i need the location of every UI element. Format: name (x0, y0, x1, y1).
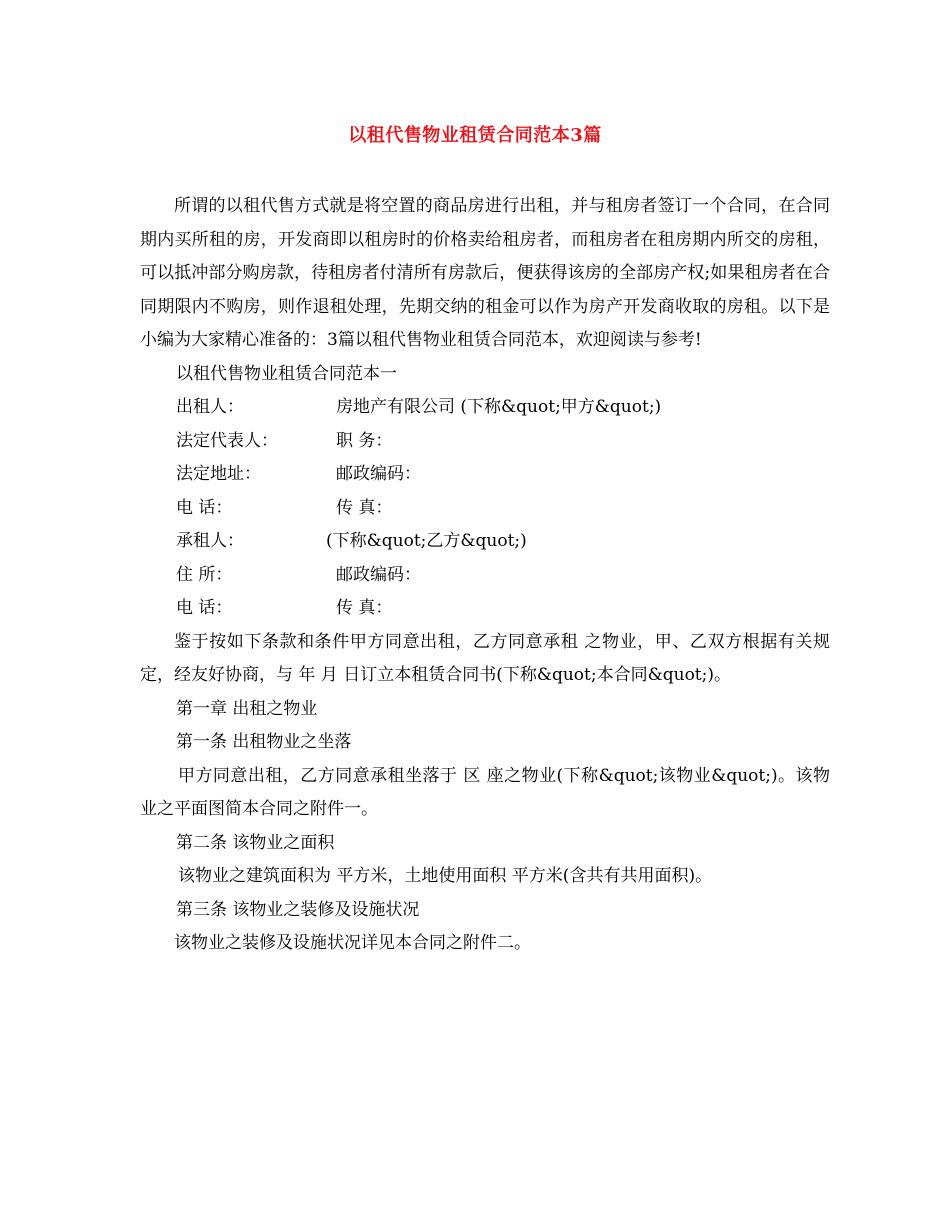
intro-paragraph: 所谓的以租代售方式就是将空置的商品房进行出租，并与租房者签订一个合同，在合同期内买所租的房，开发商即以租房时的价格卖给租房者，而租房者在租房期内所交的房租，可以抵冲部分购房款，待租房者付清所有房款后，便获得该房的全部房产权;如果租房者在合同期限内不购房，则作退租处理，先期交纳的租金可以作为房产开发商收取的房租。以下是小编为大家精心准备的：3篇以租代售物业租赁合同范本，欢迎阅读与参考! (140, 196, 830, 350)
chapter-heading: 第一章 出租之物业 (176, 698, 318, 719)
field-label: 法定代表人： (176, 430, 278, 451)
article-heading: 第三条 该物业之装修及设施状况 (176, 899, 420, 920)
document-title: 以租代售物业租赁合同范本3篇 (348, 125, 602, 146)
article-heading: 第一条 出租物业之坐落 (176, 732, 352, 752)
article-paragraph: 甲方同意出租，乙方同意承租坐落于 区 座之物业(下称&quot;该物业&quot;)。该物业之平面图简本合同之附件一。 (140, 765, 830, 819)
field-lessor (140, 391, 830, 425)
article-paragraph: 该物业之装修及设施状况详见本合同之附件二。 (174, 933, 531, 953)
field-label: 法定地址： (176, 464, 261, 484)
article-heading: 第二条 该物业之面积 (176, 832, 335, 853)
field-legal-rep (140, 425, 830, 459)
field-value: 房地产有限公司 (下称&quot;甲方&quot;) (336, 397, 662, 417)
field-residence (140, 559, 830, 593)
field-phone-lessor (140, 492, 830, 526)
field-label: 电 话： (176, 598, 233, 618)
field-phone-lessee (140, 592, 830, 626)
document-body (140, 190, 830, 961)
field-value: 邮政编码： (336, 564, 421, 585)
field-label: 电 话： (176, 497, 233, 518)
field-value: 职 务： (336, 430, 393, 451)
field-value: 传 真： (336, 598, 393, 618)
field-lessee (140, 525, 830, 559)
sample-heading: 以租代售物业租赁合同范本一 (176, 363, 397, 384)
field-label: 住 所： (176, 564, 233, 585)
field-label: 出租人： (176, 397, 244, 417)
field-label: 承租人： (176, 531, 244, 551)
field-value: 邮政编码： (336, 464, 421, 484)
field-value: 传 真： (336, 497, 393, 518)
article-paragraph: 该物业之建筑面积为 平方米，土地使用面积 平方米(含共有共用面积)。 (178, 866, 713, 886)
preamble-paragraph: 鉴于按如下条款和条件甲方同意出租，乙方同意承租 之物业，甲、乙双方根据有关规定，经友好协商，与 年 月 日订立本租赁合同书(下称&quot;本合同&quot;)。 (140, 631, 830, 685)
field-value: (下称&quot;乙方&quot;) (326, 531, 527, 551)
field-legal-address (140, 458, 830, 492)
